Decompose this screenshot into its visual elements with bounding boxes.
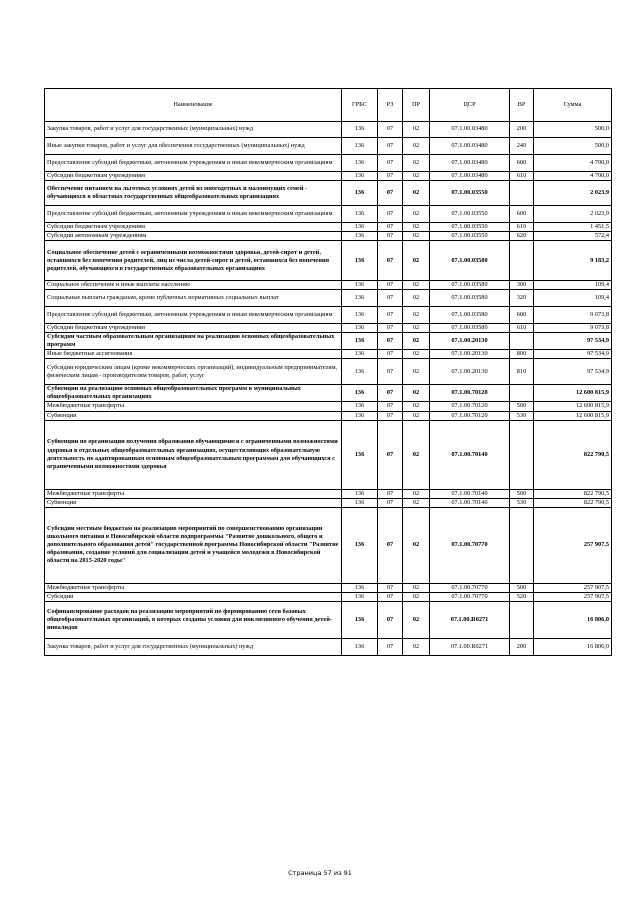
header-pr: ПР <box>403 89 430 122</box>
cell-pr: 02 <box>403 290 430 307</box>
table-row <box>45 181 612 206</box>
table-row <box>45 489 612 498</box>
header-csr: ЦСР <box>430 89 510 122</box>
cell-name: Субсидии бюджетным учреждениям <box>45 223 342 232</box>
table-row <box>45 155 612 172</box>
cell-name: Межбюджетные трансферты <box>45 583 342 592</box>
table-row <box>45 206 612 223</box>
cell-csr: 07.1.00.20130 <box>430 359 510 385</box>
cell-sum: 572,4 <box>534 232 612 241</box>
cell-name: Субвенции по организации получения образования обучающимися с ограниченными возможностями здоровья в отдельных общеобразовательных организациях, осуществляющих образовательную деятельность по адаптированным основным общеобразовательным программам для обучающихся с ограниченными возможностями здоровья <box>45 420 342 489</box>
cell-vr: 500 <box>510 489 534 498</box>
cell-sum: 257 907,5 <box>534 507 612 583</box>
cell-vr: 620 <box>510 232 534 241</box>
cell-csr: 07.1.00.R0271 <box>430 638 510 655</box>
cell-rz: 07 <box>378 181 403 206</box>
cell-grbs: 136 <box>342 241 378 281</box>
cell-pr: 02 <box>403 583 430 592</box>
cell-grbs: 136 <box>342 411 378 420</box>
cell-rz: 07 <box>378 411 403 420</box>
cell-vr: 530 <box>510 498 534 507</box>
header-rz: РЗ <box>378 89 403 122</box>
table-row <box>45 138 612 155</box>
cell-csr: 07.1.00.R0271 <box>430 601 510 638</box>
cell-csr: 07.1.00.03480 <box>430 155 510 172</box>
cell-name: Предоставление субсидий бюджетным, автономным учреждениям и иным некоммерческим организациям <box>45 155 342 172</box>
cell-csr: 07.1.00.03580 <box>430 241 510 281</box>
cell-vr: 600 <box>510 206 534 223</box>
table-row <box>45 420 612 489</box>
cell-grbs: 136 <box>342 333 378 350</box>
cell-vr: 520 <box>510 592 534 601</box>
table-row <box>45 232 612 241</box>
cell-grbs: 136 <box>342 507 378 583</box>
cell-rz: 07 <box>378 206 403 223</box>
table-row <box>45 281 612 290</box>
cell-pr: 02 <box>403 172 430 181</box>
cell-pr: 02 <box>403 420 430 489</box>
cell-csr: 07.1.00.70120 <box>430 402 510 411</box>
cell-grbs: 136 <box>342 232 378 241</box>
cell-grbs: 136 <box>342 172 378 181</box>
cell-sum: 2 023,9 <box>534 181 612 206</box>
table-row <box>45 223 612 232</box>
cell-name: Предоставление субсидий бюджетным, автономным учреждениям и иным некоммерческим организациям <box>45 206 342 223</box>
cell-vr: 500 <box>510 402 534 411</box>
budget-table <box>44 88 612 656</box>
header-sum: Сумма <box>534 89 612 122</box>
cell-rz: 07 <box>378 307 403 324</box>
header-grbs: ГРБС <box>342 89 378 122</box>
cell-csr: 07.1.00.70120 <box>430 411 510 420</box>
cell-sum: 9 073,8 <box>534 324 612 333</box>
cell-pr: 02 <box>403 155 430 172</box>
cell-csr: 07.1.00.70140 <box>430 489 510 498</box>
cell-vr: 240 <box>510 138 534 155</box>
cell-rz: 07 <box>378 350 403 359</box>
table-header-row <box>45 89 612 122</box>
cell-name: Предоставление субсидий бюджетным, автономным учреждениям и иным некоммерческим организациям <box>45 307 342 324</box>
table-row <box>45 333 612 350</box>
cell-sum: 822 790,5 <box>534 420 612 489</box>
cell-vr <box>510 333 534 350</box>
cell-grbs: 136 <box>342 592 378 601</box>
cell-vr: 200 <box>510 122 534 138</box>
cell-grbs: 136 <box>342 155 378 172</box>
cell-rz: 07 <box>378 155 403 172</box>
cell-pr: 02 <box>403 507 430 583</box>
cell-pr: 02 <box>403 324 430 333</box>
cell-csr: 07.1.00.03550 <box>430 206 510 223</box>
cell-vr: 610 <box>510 172 534 181</box>
table-row <box>45 122 612 138</box>
cell-pr: 02 <box>403 223 430 232</box>
cell-pr: 02 <box>403 181 430 206</box>
cell-pr: 02 <box>403 385 430 402</box>
cell-sum: 12 600 815,9 <box>534 411 612 420</box>
cell-vr <box>510 181 534 206</box>
cell-pr: 02 <box>403 307 430 324</box>
table-row <box>45 498 612 507</box>
cell-pr: 02 <box>403 592 430 601</box>
cell-grbs: 136 <box>342 138 378 155</box>
cell-sum: 109,4 <box>534 281 612 290</box>
cell-vr <box>510 601 534 638</box>
cell-sum: 16 806,0 <box>534 638 612 655</box>
cell-rz: 07 <box>378 359 403 385</box>
cell-pr: 02 <box>403 232 430 241</box>
cell-sum: 4 700,0 <box>534 172 612 181</box>
cell-grbs: 136 <box>342 122 378 138</box>
cell-grbs: 136 <box>342 638 378 655</box>
cell-vr <box>510 241 534 281</box>
cell-sum: 500,0 <box>534 122 612 138</box>
page-number: Страница 57 из 91 <box>288 869 352 877</box>
cell-grbs: 136 <box>342 385 378 402</box>
cell-csr: 07.1.00.70770 <box>430 507 510 583</box>
cell-csr: 07.1.00.70140 <box>430 420 510 489</box>
cell-pr: 02 <box>403 601 430 638</box>
cell-grbs: 136 <box>342 324 378 333</box>
cell-grbs: 136 <box>342 350 378 359</box>
cell-grbs: 136 <box>342 601 378 638</box>
cell-grbs: 136 <box>342 402 378 411</box>
cell-grbs: 136 <box>342 281 378 290</box>
cell-pr: 02 <box>403 333 430 350</box>
cell-sum: 257 907,5 <box>534 583 612 592</box>
cell-pr: 02 <box>403 359 430 385</box>
cell-name: Социальные выплаты гражданам, кроме публичных нормативных социальных выплат <box>45 290 342 307</box>
cell-name: Обеспечение питанием на льготных условиях детей из многодетных и малоимущих семей - обучающихся в областных государственных общеобразовательных организациях <box>45 181 342 206</box>
cell-sum: 822 790,5 <box>534 498 612 507</box>
cell-pr: 02 <box>403 206 430 223</box>
table-row <box>45 359 612 385</box>
cell-rz: 07 <box>378 324 403 333</box>
cell-csr: 07.1.00.03480 <box>430 138 510 155</box>
cell-pr: 02 <box>403 498 430 507</box>
cell-rz: 07 <box>378 333 403 350</box>
cell-grbs: 136 <box>342 223 378 232</box>
cell-vr: 610 <box>510 223 534 232</box>
cell-sum: 97 534,9 <box>534 350 612 359</box>
cell-csr: 07.1.00.03580 <box>430 281 510 290</box>
cell-name: Межбюджетные трансферты <box>45 402 342 411</box>
cell-csr: 07.1.00.03480 <box>430 172 510 181</box>
cell-csr: 07.1.00.03580 <box>430 324 510 333</box>
cell-name: Социальное обеспечение детей с ограниченными возможностями здоровья, детей-сирот и детей, оставшихся без попечения родителей, лиц из числа детей-сирот и детей, оставшихся без попечения родителей, обучающихся в государственных образовательных организациях <box>45 241 342 281</box>
cell-name: Межбюджетные трансферты <box>45 489 342 498</box>
cell-name: Субсидии частным образовательным организациям на реализацию основных общеобразовательных программ <box>45 333 342 350</box>
cell-rz: 07 <box>378 232 403 241</box>
cell-sum: 12 600 815,9 <box>534 402 612 411</box>
cell-vr: 530 <box>510 411 534 420</box>
header-name: Наименование <box>45 89 342 122</box>
cell-name: Субсидии автономным учреждениям <box>45 232 342 241</box>
cell-sum: 257 907,5 <box>534 592 612 601</box>
cell-csr: 07.1.00.03550 <box>430 223 510 232</box>
table-row <box>45 507 612 583</box>
cell-vr: 810 <box>510 359 534 385</box>
cell-rz: 07 <box>378 638 403 655</box>
table-row <box>45 601 612 638</box>
table-row <box>45 638 612 655</box>
cell-vr: 800 <box>510 350 534 359</box>
cell-grbs: 136 <box>342 359 378 385</box>
cell-name: Субсидии бюджетным учреждениям <box>45 172 342 181</box>
cell-name: Закупка товаров, работ и услуг для государственных (муниципальных) нужд <box>45 122 342 138</box>
table-row <box>45 592 612 601</box>
cell-sum: 12 600 815,9 <box>534 385 612 402</box>
cell-grbs: 136 <box>342 290 378 307</box>
cell-rz: 07 <box>378 385 403 402</box>
table-row <box>45 241 612 281</box>
cell-rz: 07 <box>378 583 403 592</box>
header-vr: ВР <box>510 89 534 122</box>
cell-rz: 07 <box>378 223 403 232</box>
table-row <box>45 411 612 420</box>
cell-rz: 07 <box>378 290 403 307</box>
cell-pr: 02 <box>403 281 430 290</box>
cell-rz: 07 <box>378 489 403 498</box>
cell-name: Субсидии юридическим лицам (кроме некоммерческих организаций), индивидуальным предпринимателям, физическим лицам - производителям товаров, работ, услуг <box>45 359 342 385</box>
cell-sum: 9 183,2 <box>534 241 612 281</box>
cell-pr: 02 <box>403 411 430 420</box>
cell-sum: 16 806,0 <box>534 601 612 638</box>
cell-pr: 02 <box>403 241 430 281</box>
cell-vr: 600 <box>510 155 534 172</box>
cell-rz: 07 <box>378 507 403 583</box>
cell-pr: 02 <box>403 122 430 138</box>
cell-sum: 97 534,9 <box>534 333 612 350</box>
cell-csr: 07.1.00.03580 <box>430 307 510 324</box>
cell-name: Субвенции на реализацию основных общеобразовательных программ в муниципальных общеобразовательных организациях <box>45 385 342 402</box>
cell-rz: 07 <box>378 122 403 138</box>
cell-vr: 610 <box>510 324 534 333</box>
cell-rz: 07 <box>378 592 403 601</box>
cell-vr <box>510 507 534 583</box>
cell-vr: 200 <box>510 638 534 655</box>
cell-csr: 07.1.00.20130 <box>430 350 510 359</box>
cell-grbs: 136 <box>342 307 378 324</box>
cell-csr: 07.1.00.70770 <box>430 583 510 592</box>
table-row <box>45 350 612 359</box>
cell-csr: 07.1.00.03580 <box>430 290 510 307</box>
cell-csr: 07.1.00.03550 <box>430 181 510 206</box>
cell-name: Социальное обеспечение и иные выплаты населению <box>45 281 342 290</box>
cell-grbs: 136 <box>342 498 378 507</box>
cell-sum: 97 534,9 <box>534 359 612 385</box>
cell-vr <box>510 385 534 402</box>
cell-pr: 02 <box>403 489 430 498</box>
cell-name: Субсидии <box>45 592 342 601</box>
cell-sum: 4 700,0 <box>534 155 612 172</box>
cell-name: Субвенции <box>45 411 342 420</box>
cell-name: Субсидии местным бюджетам на реализацию мероприятий по совершенствованию организации школьного питания в Новосибирской области подпрограммы "Развитие дошкольного, общего и дополнительного образования детей" государственной программы Новосибирской области "Развитие образования, создание условий для социализации детей и учащейся молодежи в Новосибирской области на 2015-2020 годы" <box>45 507 342 583</box>
cell-pr: 02 <box>403 138 430 155</box>
cell-rz: 07 <box>378 138 403 155</box>
table-body <box>45 122 612 656</box>
cell-sum: 822 790,5 <box>534 489 612 498</box>
cell-sum: 500,0 <box>534 138 612 155</box>
cell-csr: 07.1.00.70770 <box>430 592 510 601</box>
cell-sum: 9 073,8 <box>534 307 612 324</box>
table-row <box>45 402 612 411</box>
cell-rz: 07 <box>378 241 403 281</box>
cell-sum: 1 451,5 <box>534 223 612 232</box>
cell-rz: 07 <box>378 281 403 290</box>
table-row <box>45 172 612 181</box>
cell-csr: 07.1.00.20130 <box>430 333 510 350</box>
cell-sum: 2 023,9 <box>534 206 612 223</box>
cell-vr: 300 <box>510 281 534 290</box>
cell-csr: 07.1.00.70140 <box>430 498 510 507</box>
table-row <box>45 307 612 324</box>
cell-vr: 500 <box>510 583 534 592</box>
table-row <box>45 583 612 592</box>
cell-csr: 07.1.00.03550 <box>430 232 510 241</box>
cell-name: Закупка товаров, работ и услуг для государственных (муниципальных) нужд <box>45 638 342 655</box>
cell-csr: 07.1.00.70120 <box>430 385 510 402</box>
cell-pr: 02 <box>403 350 430 359</box>
cell-csr: 07.1.00.03480 <box>430 122 510 138</box>
table-row <box>45 385 612 402</box>
cell-name: Иные бюджетные ассигнования <box>45 350 342 359</box>
cell-name: Иные закупки товаров, работ и услуг для обеспечения государственных (муниципальных) нужд <box>45 138 342 155</box>
cell-grbs: 136 <box>342 489 378 498</box>
cell-rz: 07 <box>378 601 403 638</box>
cell-name: Субвенции <box>45 498 342 507</box>
table-row <box>45 324 612 333</box>
cell-name: Софинансирование расходов на реализацию мероприятий по формированию сети базовых общеобразовательных организаций, в которых созданы условия для инклюзивного обучения детей-инвалидов <box>45 601 342 638</box>
cell-rz: 07 <box>378 172 403 181</box>
cell-grbs: 136 <box>342 583 378 592</box>
cell-rz: 07 <box>378 420 403 489</box>
cell-grbs: 136 <box>342 206 378 223</box>
cell-vr: 600 <box>510 307 534 324</box>
cell-vr <box>510 420 534 489</box>
cell-rz: 07 <box>378 498 403 507</box>
cell-name: Субсидии бюджетным учреждениям <box>45 324 342 333</box>
cell-pr: 02 <box>403 402 430 411</box>
cell-rz: 07 <box>378 402 403 411</box>
cell-pr: 02 <box>403 638 430 655</box>
table-row <box>45 290 612 307</box>
cell-sum: 109,4 <box>534 290 612 307</box>
cell-grbs: 136 <box>342 420 378 489</box>
cell-grbs: 136 <box>342 181 378 206</box>
cell-vr: 320 <box>510 290 534 307</box>
